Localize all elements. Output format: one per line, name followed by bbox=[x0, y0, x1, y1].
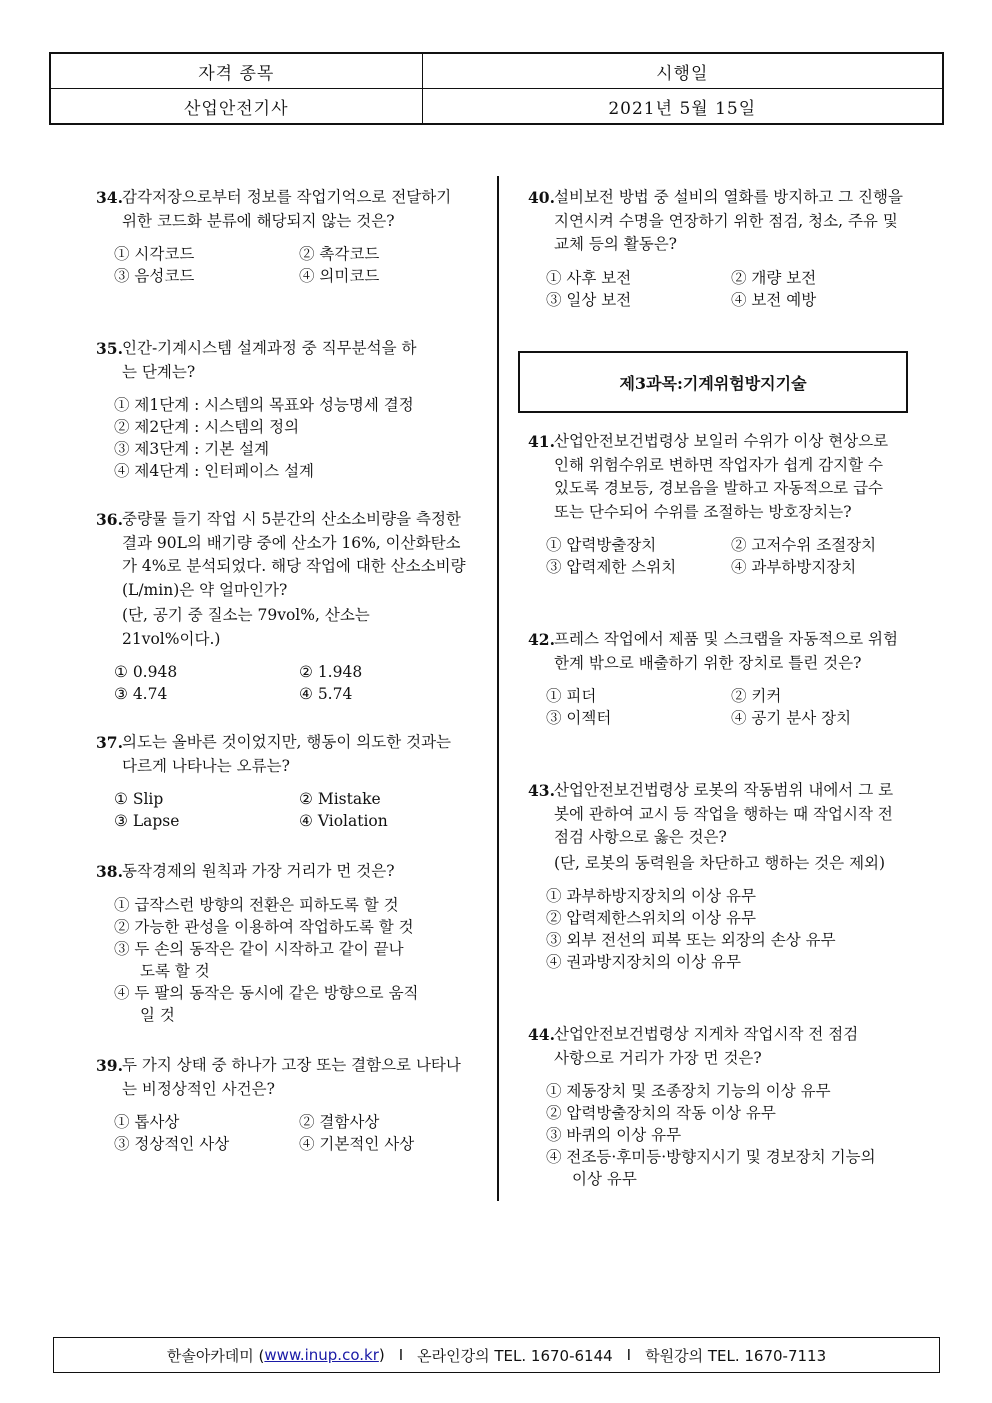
option: ① Slip bbox=[114, 790, 164, 808]
question-44 bbox=[528, 1023, 903, 1190]
question-text: 산업안전보건법령상 보일러 수위가 이상 현상으로 인해 위험수위로 변하면 작업자가 쉽게 감지할 수 있도록 경보등, 경보음을 발하고 자동적으로 급수 또는 단수되어 수위를 조절하는 방호장치는? bbox=[554, 432, 889, 521]
option: ③ 제3단계 : 기본 설계 bbox=[114, 440, 270, 458]
option: ③ 바퀴의 이상 유무 bbox=[546, 1126, 682, 1144]
option: ② 1.948 bbox=[299, 663, 363, 681]
option: ③ 이젝터 bbox=[546, 709, 612, 727]
question-number: 40. bbox=[528, 188, 555, 207]
option: ② 고저수위 조절장치 bbox=[731, 536, 877, 554]
question-number: 41. bbox=[528, 432, 555, 451]
option: ③ 압력제한 스위치 bbox=[546, 558, 677, 576]
question-40 bbox=[528, 186, 908, 311]
option: ② 촉각코드 bbox=[299, 245, 380, 263]
question-note: (단, 로봇의 동력원을 차단하고 행하는 것은 제외) bbox=[554, 853, 886, 872]
option: ② 제2단계 : 시스템의 정의 bbox=[114, 418, 300, 436]
option: ③ 정상적인 사상 bbox=[114, 1135, 230, 1153]
footer-website-link[interactable]: www.inup.co.kr bbox=[264, 1346, 379, 1364]
question-number: 43. bbox=[528, 781, 555, 800]
option: ③ 두 손의 동작은 같이 시작하고 같이 끝나도록 할 것 bbox=[114, 939, 404, 980]
question-text: 의도는 올바른 것이었지만, 행동이 의도한 것과는 다르게 나타나는 오류는? bbox=[122, 733, 452, 775]
option: ② 개량 보전 bbox=[731, 268, 817, 287]
header-col2-label: 시행일 bbox=[422, 53, 943, 89]
question-43 bbox=[528, 779, 903, 973]
footer-paren: ) bbox=[378, 1346, 385, 1364]
question-text: 설비보전 방법 중 설비의 열화를 방지하고 그 진행을 지연시켜 수명을 연장하기 위한 점검, 청소, 주유 및 교체 등의 활동은? bbox=[554, 188, 903, 253]
header-subject: 산업안전기사 bbox=[50, 89, 422, 125]
question-36 bbox=[96, 508, 471, 705]
footer-online-phone: 온라인강의 TEL. 1670-6144 bbox=[417, 1346, 613, 1365]
option: ④ 과부하방지장치 bbox=[731, 558, 857, 576]
footer-offline-phone: 학원강의 TEL. 1670-7113 bbox=[645, 1346, 827, 1365]
question-number: 38. bbox=[96, 862, 123, 881]
option: ② 가능한 관성을 이용하여 작업하도록 할 것 bbox=[114, 917, 414, 936]
question-number: 44. bbox=[528, 1025, 555, 1044]
option: ① 톱사상 bbox=[114, 1113, 180, 1131]
footer-separator: I bbox=[398, 1346, 404, 1364]
option: ③ 음성코드 bbox=[114, 267, 195, 285]
question-42 bbox=[528, 628, 898, 729]
option: ② 압력방출장치의 작동 이상 유무 bbox=[546, 1104, 776, 1122]
option: ① 과부하방지장치의 이상 유무 bbox=[546, 887, 756, 905]
option: ④ 의미코드 bbox=[299, 267, 380, 285]
option: ③ Lapse bbox=[114, 812, 180, 830]
question-38 bbox=[96, 860, 471, 1026]
question-39 bbox=[96, 1054, 471, 1155]
option: ④ Violation bbox=[299, 812, 388, 830]
option: ① 시각코드 bbox=[114, 245, 195, 263]
option: ① 0.948 bbox=[114, 663, 178, 681]
question-text: 산업안전보건법령상 로봇의 작동범위 내에서 그 로봇에 관하여 교시 등 작업을 행하는 때 작업시작 전 점검 사항으로 옳은 것은? bbox=[554, 781, 894, 846]
question-text: 프레스 작업에서 제품 및 스크랩을 자동적으로 위험한계 밖으로 배출하기 위한 장치로 틀린 것은? bbox=[554, 630, 898, 672]
question-number: 39. bbox=[96, 1056, 123, 1075]
question-number: 37. bbox=[96, 733, 123, 752]
question-35 bbox=[96, 337, 468, 482]
option: ③ 4.74 bbox=[114, 685, 168, 703]
question-text: 중량물 들기 작업 시 5분간의 산소소비량을 측정한 결과 90L의 배기량 중에 산소가 16%, 이산화탄소가 4%로 분석되었다. 해당 작업에 대한 산소소비량(L/min)은 약 얼마인가? bbox=[122, 510, 466, 599]
option: ④ 보전 예방 bbox=[731, 290, 817, 309]
option: ④ 5.74 bbox=[299, 685, 353, 703]
question-41 bbox=[528, 430, 898, 578]
question-34 bbox=[96, 186, 468, 287]
option: ① 피더 bbox=[546, 687, 597, 705]
question-note: (단, 공기 중 질소는 79vol%, 산소는 21vol%이다.) bbox=[122, 606, 370, 648]
option: ④ 공기 분사 장치 bbox=[731, 709, 852, 727]
footer-separator: I bbox=[626, 1346, 632, 1364]
header-date: 2021년 5월 15일 bbox=[422, 89, 943, 125]
question-text: 인간-기계시스템 설계과정 중 직무분석을 하는 단계는? bbox=[122, 339, 417, 381]
option: ③ 일상 보전 bbox=[546, 290, 632, 309]
option: ② 압력제한스위치의 이상 유무 bbox=[546, 909, 756, 927]
question-number: 36. bbox=[96, 510, 123, 529]
question-number: 34. bbox=[96, 188, 123, 207]
option: ① 제1단계 : 시스템의 목표와 성능명세 결정 bbox=[114, 396, 414, 414]
option: ② 결함사상 bbox=[299, 1113, 380, 1131]
option: ① 제동장치 및 조종장치 기능의 이상 유무 bbox=[546, 1082, 831, 1100]
option: ④ 제4단계 : 인터페이스 설계 bbox=[114, 462, 315, 480]
option: ④ 전조등·후미등·방향지시기 및 경보장치 기능의 이상 유무 bbox=[546, 1148, 876, 1188]
option: ④ 권과방지장치의 이상 유무 bbox=[546, 953, 741, 971]
option: ① 사후 보전 bbox=[546, 268, 632, 287]
question-37 bbox=[96, 731, 456, 832]
option: ② Mistake bbox=[299, 790, 381, 808]
column-divider bbox=[497, 176, 499, 1201]
question-number: 42. bbox=[528, 630, 555, 649]
option: ③ 외부 전선의 피복 또는 외장의 손상 유무 bbox=[546, 931, 836, 949]
question-text: 동작경제의 원칙과 가장 거리가 먼 것은? bbox=[122, 862, 395, 880]
section-title: 제3과목:기계위험방지기술 bbox=[518, 351, 908, 413]
header-col1-label: 자격 종목 bbox=[50, 53, 422, 89]
option: ④ 기본적인 사상 bbox=[299, 1135, 415, 1153]
option: ① 급작스런 방향의 전환은 피하도록 할 것 bbox=[114, 895, 399, 914]
question-number: 35. bbox=[96, 339, 123, 358]
footer bbox=[53, 1337, 940, 1373]
footer-academy: 한솔아카데미 ( bbox=[166, 1346, 265, 1365]
option: ④ 두 팔의 동작은 동시에 같은 방향으로 움직일 것 bbox=[114, 983, 419, 1024]
header-table bbox=[49, 52, 944, 125]
question-text: 두 가지 상태 중 하나가 고장 또는 결함으로 나타나는 비정상적인 사건은? bbox=[122, 1056, 461, 1098]
question-text: 감각저장으로부터 정보를 작업기억으로 전달하기 위한 코드화 분류에 해당되지 않는 것은? bbox=[122, 188, 452, 230]
option: ① 압력방출장치 bbox=[546, 536, 657, 554]
question-text: 산업안전보건법령상 지게차 작업시작 전 점검사항으로 거리가 가장 먼 것은? bbox=[554, 1025, 859, 1067]
option: ② 키커 bbox=[731, 687, 782, 705]
